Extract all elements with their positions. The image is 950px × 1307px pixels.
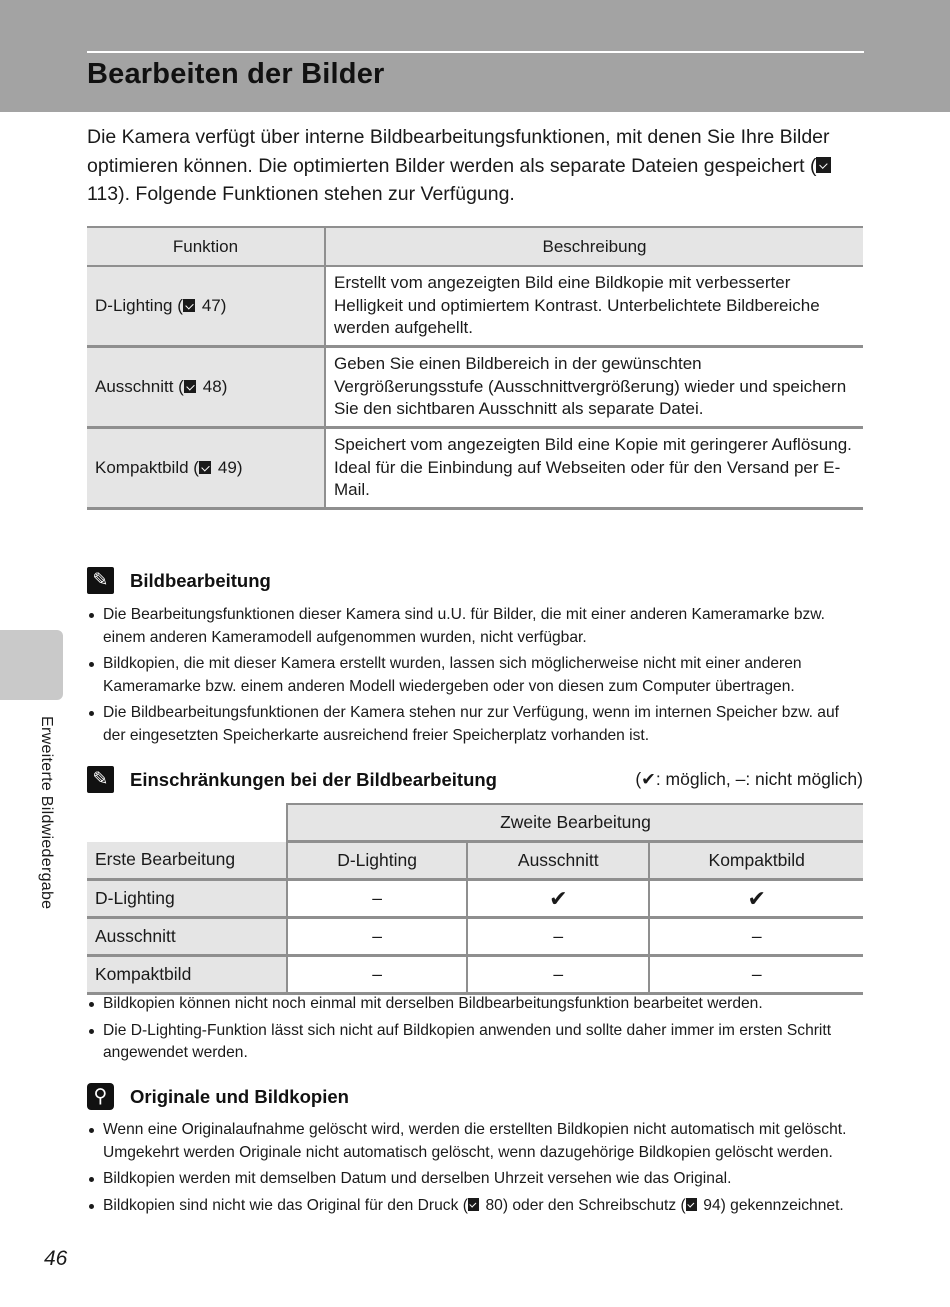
function-label: Kompaktbild ( — [95, 458, 199, 477]
matrix-cell: – — [467, 956, 649, 994]
intro-paragraph — [87, 123, 867, 209]
function-description: Geben Sie einen Bildbereich in der gewünschten Vergrößerungsstufe (Ausschnittvergrößerung) wieder und speichern Sie den sichtbaren Ausschnitt als separate Datei. — [325, 347, 863, 428]
list-item: Bildkopien werden mit demselben Datum und derselben Uhrzeit versehen wie das Original. — [87, 1168, 857, 1191]
list-item: Die Bearbeitungsfunktionen dieser Kamera sind u.U. für Bilder, die mit einer anderen Kameramarke bzw. einem anderen Kameramodell aufgenommen wurden, nicht verfügbar. — [87, 604, 857, 649]
function-name — [87, 347, 325, 428]
matrix-header-row — [87, 842, 863, 880]
matrix-cell: – — [649, 956, 863, 994]
function-label: Ausschnitt ( — [95, 377, 184, 396]
matrix-cell: – — [287, 956, 467, 994]
table-row — [87, 918, 863, 956]
page-reference-icon — [468, 1198, 479, 1210]
matrix-cell-check: ✔ — [467, 880, 649, 918]
matrix-blank-cell — [87, 804, 287, 842]
table-row — [87, 266, 863, 347]
function-ref: 47 — [201, 296, 221, 315]
page-title: Bearbeiten der Bilder — [87, 58, 385, 90]
legend-text: (✔: möglich, –: nicht möglich) — [635, 769, 863, 789]
function-close: ) — [220, 296, 227, 315]
note-restrictions-title: Einschränkungen bei der Bildbearbeitung — [130, 768, 497, 790]
list-item: Die Bildbearbeitungsfunktionen der Kamera stehen nur zur Verfügung, wenn im internen Speicher bzw. auf der eingesetzten Speicherkarte ausreichend freier Speicherplatz vorhanden ist. — [87, 702, 857, 747]
note-originals-list — [87, 1119, 857, 1221]
intro-ref: 113 — [87, 183, 119, 205]
matrix-corner: Erste Bearbeitung — [87, 842, 287, 880]
note-originals-heading — [87, 1083, 349, 1110]
matrix-cell: – — [649, 918, 863, 956]
list-item: Wenn eine Originalaufnahme gelöscht wird, werden die erstellten Bildkopien nicht automatisch mit gelöscht. Umgekehrt werden Originale nicht automatisch gelöscht, wenn dazugehörige Bildkopien gelöscht werden. — [87, 1119, 857, 1164]
table-row — [87, 428, 863, 509]
page-reference-icon — [183, 299, 195, 313]
chapter-side-label: Erweiterte Bildwiedergabe — [38, 716, 55, 910]
function-ref: 49 — [217, 458, 237, 477]
list-item-ref: 94 — [703, 1196, 721, 1214]
list-item: Bildkopien, die mit dieser Kamera erstellt wurden, lassen sich möglicherweise nicht mit einer anderen Kameramarke bzw. einem anderen Modell wiedergeben oder von diesen zum Computer übertragen. — [87, 653, 857, 698]
page-reference-icon — [816, 157, 830, 173]
function-name — [87, 428, 325, 509]
matrix-row-header: Kompaktbild — [87, 956, 287, 994]
matrix-col-header: Ausschnitt — [467, 842, 649, 880]
intro-text-1: Die Kamera verfügt über interne Bildbearbeitungsfunktionen, mit denen Sie Ihre Bilder optimieren können. Die optimierten Bilder werden als separate Dateien gespeichert ( — [87, 126, 830, 177]
matrix-cell-check: ✔ — [649, 880, 863, 918]
note-restrictions-list — [87, 993, 857, 1069]
matrix-group-header: Zweite Bearbeitung — [287, 804, 863, 842]
note-editing-list — [87, 604, 857, 751]
function-label: D-Lighting ( — [95, 296, 183, 315]
table-row — [87, 880, 863, 918]
function-close: ) — [236, 458, 243, 477]
list-item-text: ) gekennzeichnet. — [720, 1196, 844, 1214]
magnifier-tip-icon: ⚲ — [87, 1083, 114, 1110]
matrix-cell: – — [287, 880, 467, 918]
list-item-ref: 80 — [485, 1196, 503, 1214]
matrix-col-header: D-Lighting — [287, 842, 467, 880]
note-editing-heading — [87, 567, 271, 594]
list-item — [87, 1195, 857, 1218]
function-ref: 48 — [202, 377, 222, 396]
page-reference-icon — [184, 380, 196, 394]
page-reference-icon — [199, 461, 211, 475]
note-restrictions-heading — [87, 766, 497, 793]
matrix-col-header: Kompaktbild — [649, 842, 863, 880]
list-item-text: ) oder den Schreibschutz ( — [502, 1196, 686, 1214]
note-editing-title: Bildbearbeitung — [130, 569, 271, 591]
matrix-group-row — [87, 804, 863, 842]
list-item-text: Bildkopien sind nicht wie das Original für den Druck ( — [103, 1196, 468, 1214]
pencil-note-icon: ✎ — [87, 766, 114, 793]
function-description: Speichert vom angezeigten Bild eine Kopie mit geringerer Auflösung. Ideal für die Einbindung auf Webseiten oder für den Versand per E-Mail. — [325, 428, 863, 509]
list-item: Die D-Lighting-Funktion lässt sich nicht auf Bildkopien anwenden und sollte daher immer im ersten Schritt angewendet werden. — [87, 1020, 857, 1065]
header-band — [0, 0, 950, 112]
pencil-note-icon: ✎ — [87, 567, 114, 594]
matrix-row-header: Ausschnitt — [87, 918, 287, 956]
intro-text-2: ). Folgende Funktionen stehen zur Verfügung. — [118, 183, 515, 205]
matrix-cell: – — [467, 918, 649, 956]
function-close: ) — [221, 377, 228, 396]
matrix-row-header: D-Lighting — [87, 880, 287, 918]
functions-table — [87, 226, 863, 510]
note-originals-title: Originale und Bildkopien — [130, 1085, 349, 1107]
page-reference-icon — [686, 1198, 697, 1210]
page-number: 46 — [44, 1247, 68, 1270]
function-name — [87, 266, 325, 347]
list-item: Bildkopien können nicht noch einmal mit derselben Bildbearbeitungsfunktion bearbeitet werden. — [87, 993, 857, 1016]
header-description: Beschreibung — [325, 227, 863, 266]
chapter-side-tab — [0, 630, 63, 700]
header-function: Funktion — [87, 227, 325, 266]
matrix-cell: – — [287, 918, 467, 956]
table-row — [87, 347, 863, 428]
restrictions-matrix — [87, 803, 863, 995]
table-row — [87, 956, 863, 994]
table-header-row — [87, 227, 863, 266]
function-description: Erstellt vom angezeigten Bild eine Bildkopie mit verbesserter Helligkeit und optimiertem Kontrast. Unterbelichtete Bildbereiche werden aufgehellt. — [325, 266, 863, 347]
header-rule — [87, 51, 864, 53]
